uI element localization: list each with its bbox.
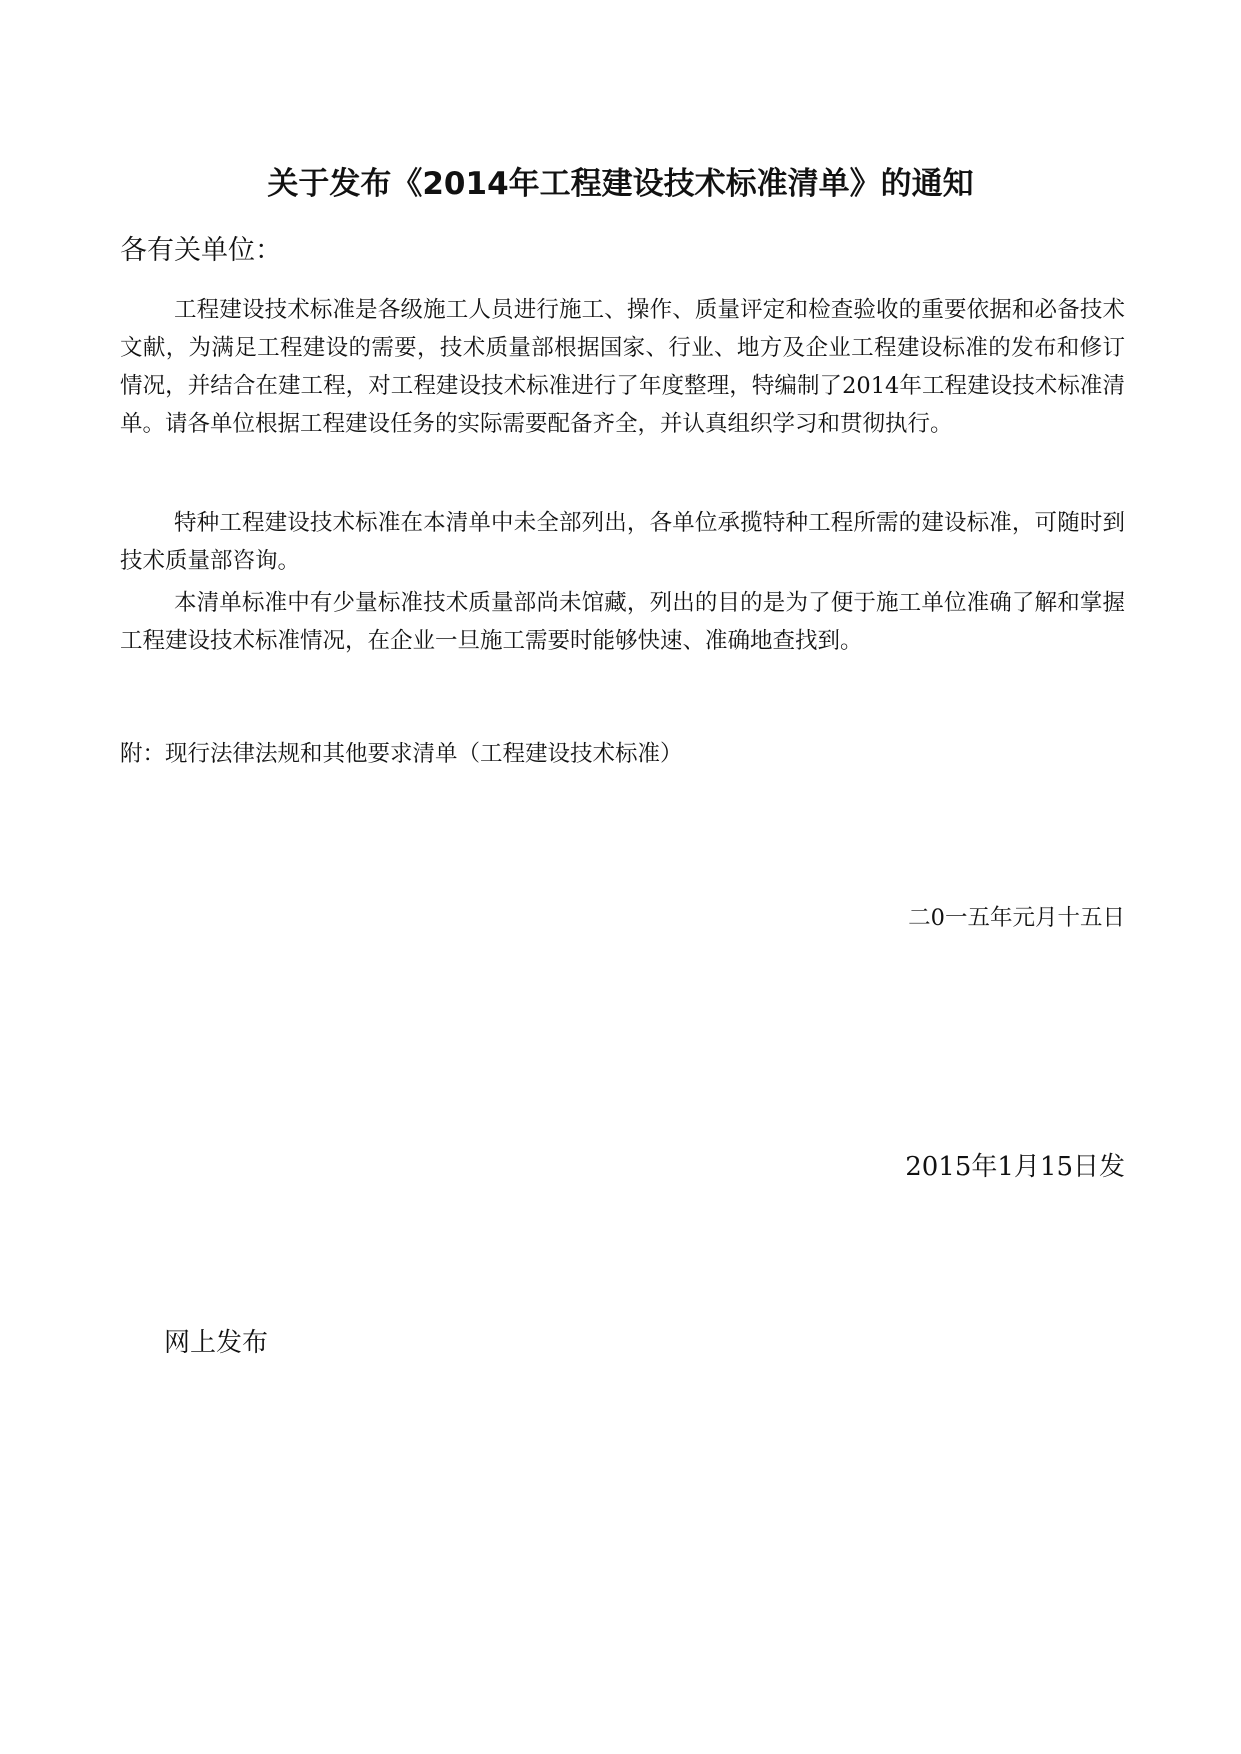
document-title: 关于发布《2014年工程建设技术标准清单》的通知 <box>267 166 974 202</box>
body-paragraph-3: 本清单标准中有少量标准技术质量部尚未馆藏，列出的目的是为了便于施工单位准确了解和掌握工程建设技术标准情况，在企业一旦施工需要时能够快速、准确地查找到。 <box>120 590 1125 654</box>
body-paragraph-1: 工程建设技术标准是各级施工人员进行施工、操作、质量评定和检查验收的重要依据和必备技术文献，为满足工程建设的需要，技术质量部根据国家、行业、地方及企业工程建设标准的发布和修订情况，并结合在建工程，对工程建设技术标准进行了年度整理，特编制了2014年工程建设技术标准清单。请各单位根据工程建设任务的实际需要配备齐全，并认真组织学习和贯彻执行。 <box>120 297 1125 437</box>
date-issued: 2015年1月15日发 <box>905 1152 1125 1182</box>
publish-note: 网上发布 <box>164 1328 269 1358</box>
salutation: 各有关单位： <box>120 235 282 266</box>
date-chinese: 二0一五年元月十五日 <box>908 905 1125 931</box>
body-paragraph-2: 特种工程建设技术标准在本清单中未全部列出，各单位承揽特种工程所需的建设标准，可随时到技术质量部咨询。 <box>120 510 1125 574</box>
attachment-line: 附：现行法律法规和其他要求清单（工程建设技术标准） <box>120 741 683 767</box>
